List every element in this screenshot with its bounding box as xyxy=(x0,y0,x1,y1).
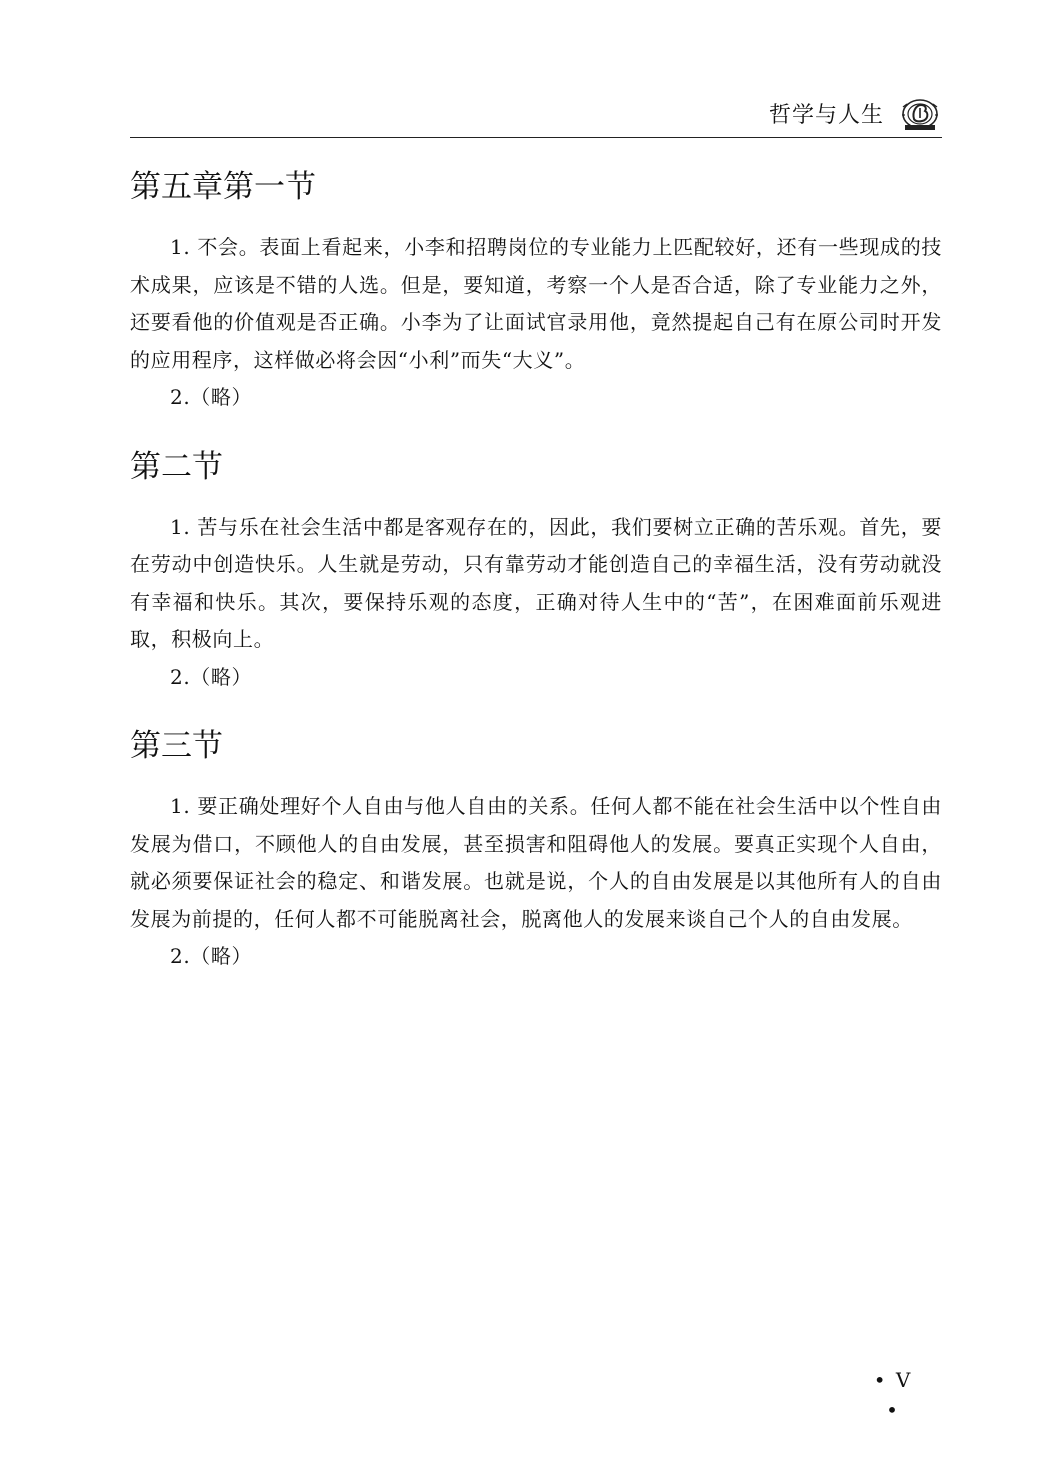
section-heading: 第五章第一节 xyxy=(130,169,316,205)
section-3 xyxy=(130,724,942,976)
section-heading: 第二节 xyxy=(130,448,223,485)
answer-paragraph: 2.（略） xyxy=(170,664,253,689)
answer-paragraph: 1. 苦与乐在社会生活中都是客观存在的，因此，我们要树立正确的苦乐观。首先，要在劳动中创造快乐。人生就是劳动，只有靠劳动才能创造自己的幸福生活，没有劳动就没有幸福和快乐。其次，要保持乐观的态度，正确对待人生中的“苦”，在困难面前乐观进取，积极向上。 xyxy=(130,514,942,651)
page-content xyxy=(130,165,942,1004)
section-body xyxy=(130,229,942,417)
section-body xyxy=(130,788,942,976)
publisher-logo-icon xyxy=(900,98,940,132)
answer-paragraph: 1. 不会。表面上看起来，小李和招聘岗位的专业能力上匹配较好，还有一些现成的技术成果，应该是不错的人选。但是，要知道，考察一个人是否合适，除了专业能力之外，还要看他的价值观是否正确。小李为了让面试官录用他，竟然提起自己有在原公司时开发的应用程序，这样做必将会因“小利”而失“大义”。 xyxy=(130,235,942,372)
section-heading: 第三节 xyxy=(130,728,223,764)
page-header xyxy=(130,98,942,138)
answer-paragraph: 2.（略） xyxy=(170,385,253,409)
answer-paragraph: 2.（略） xyxy=(170,944,253,968)
answer-paragraph: 1. 要正确处理好个人自由与他人自由的关系。任何人都不能在社会生活中以个性自由发展为借口，不顾他人的自由发展，甚至损害和阻碍他人的发展。要真正实现个人自由，就必须要保证社会的稳定、和谐发展。也就是说，个人的自由发展是以其他所有人的自由发展为前提的，任何人都不可能脱离社会，脱离他人的发展来谈自己个人的自由发展。 xyxy=(130,794,942,931)
section-chapter5-section1 xyxy=(130,165,942,417)
page-number: • V • xyxy=(873,1368,913,1422)
running-header-title: 哲学与人生 xyxy=(768,103,884,128)
section-2 xyxy=(130,445,942,697)
section-body xyxy=(130,509,942,697)
